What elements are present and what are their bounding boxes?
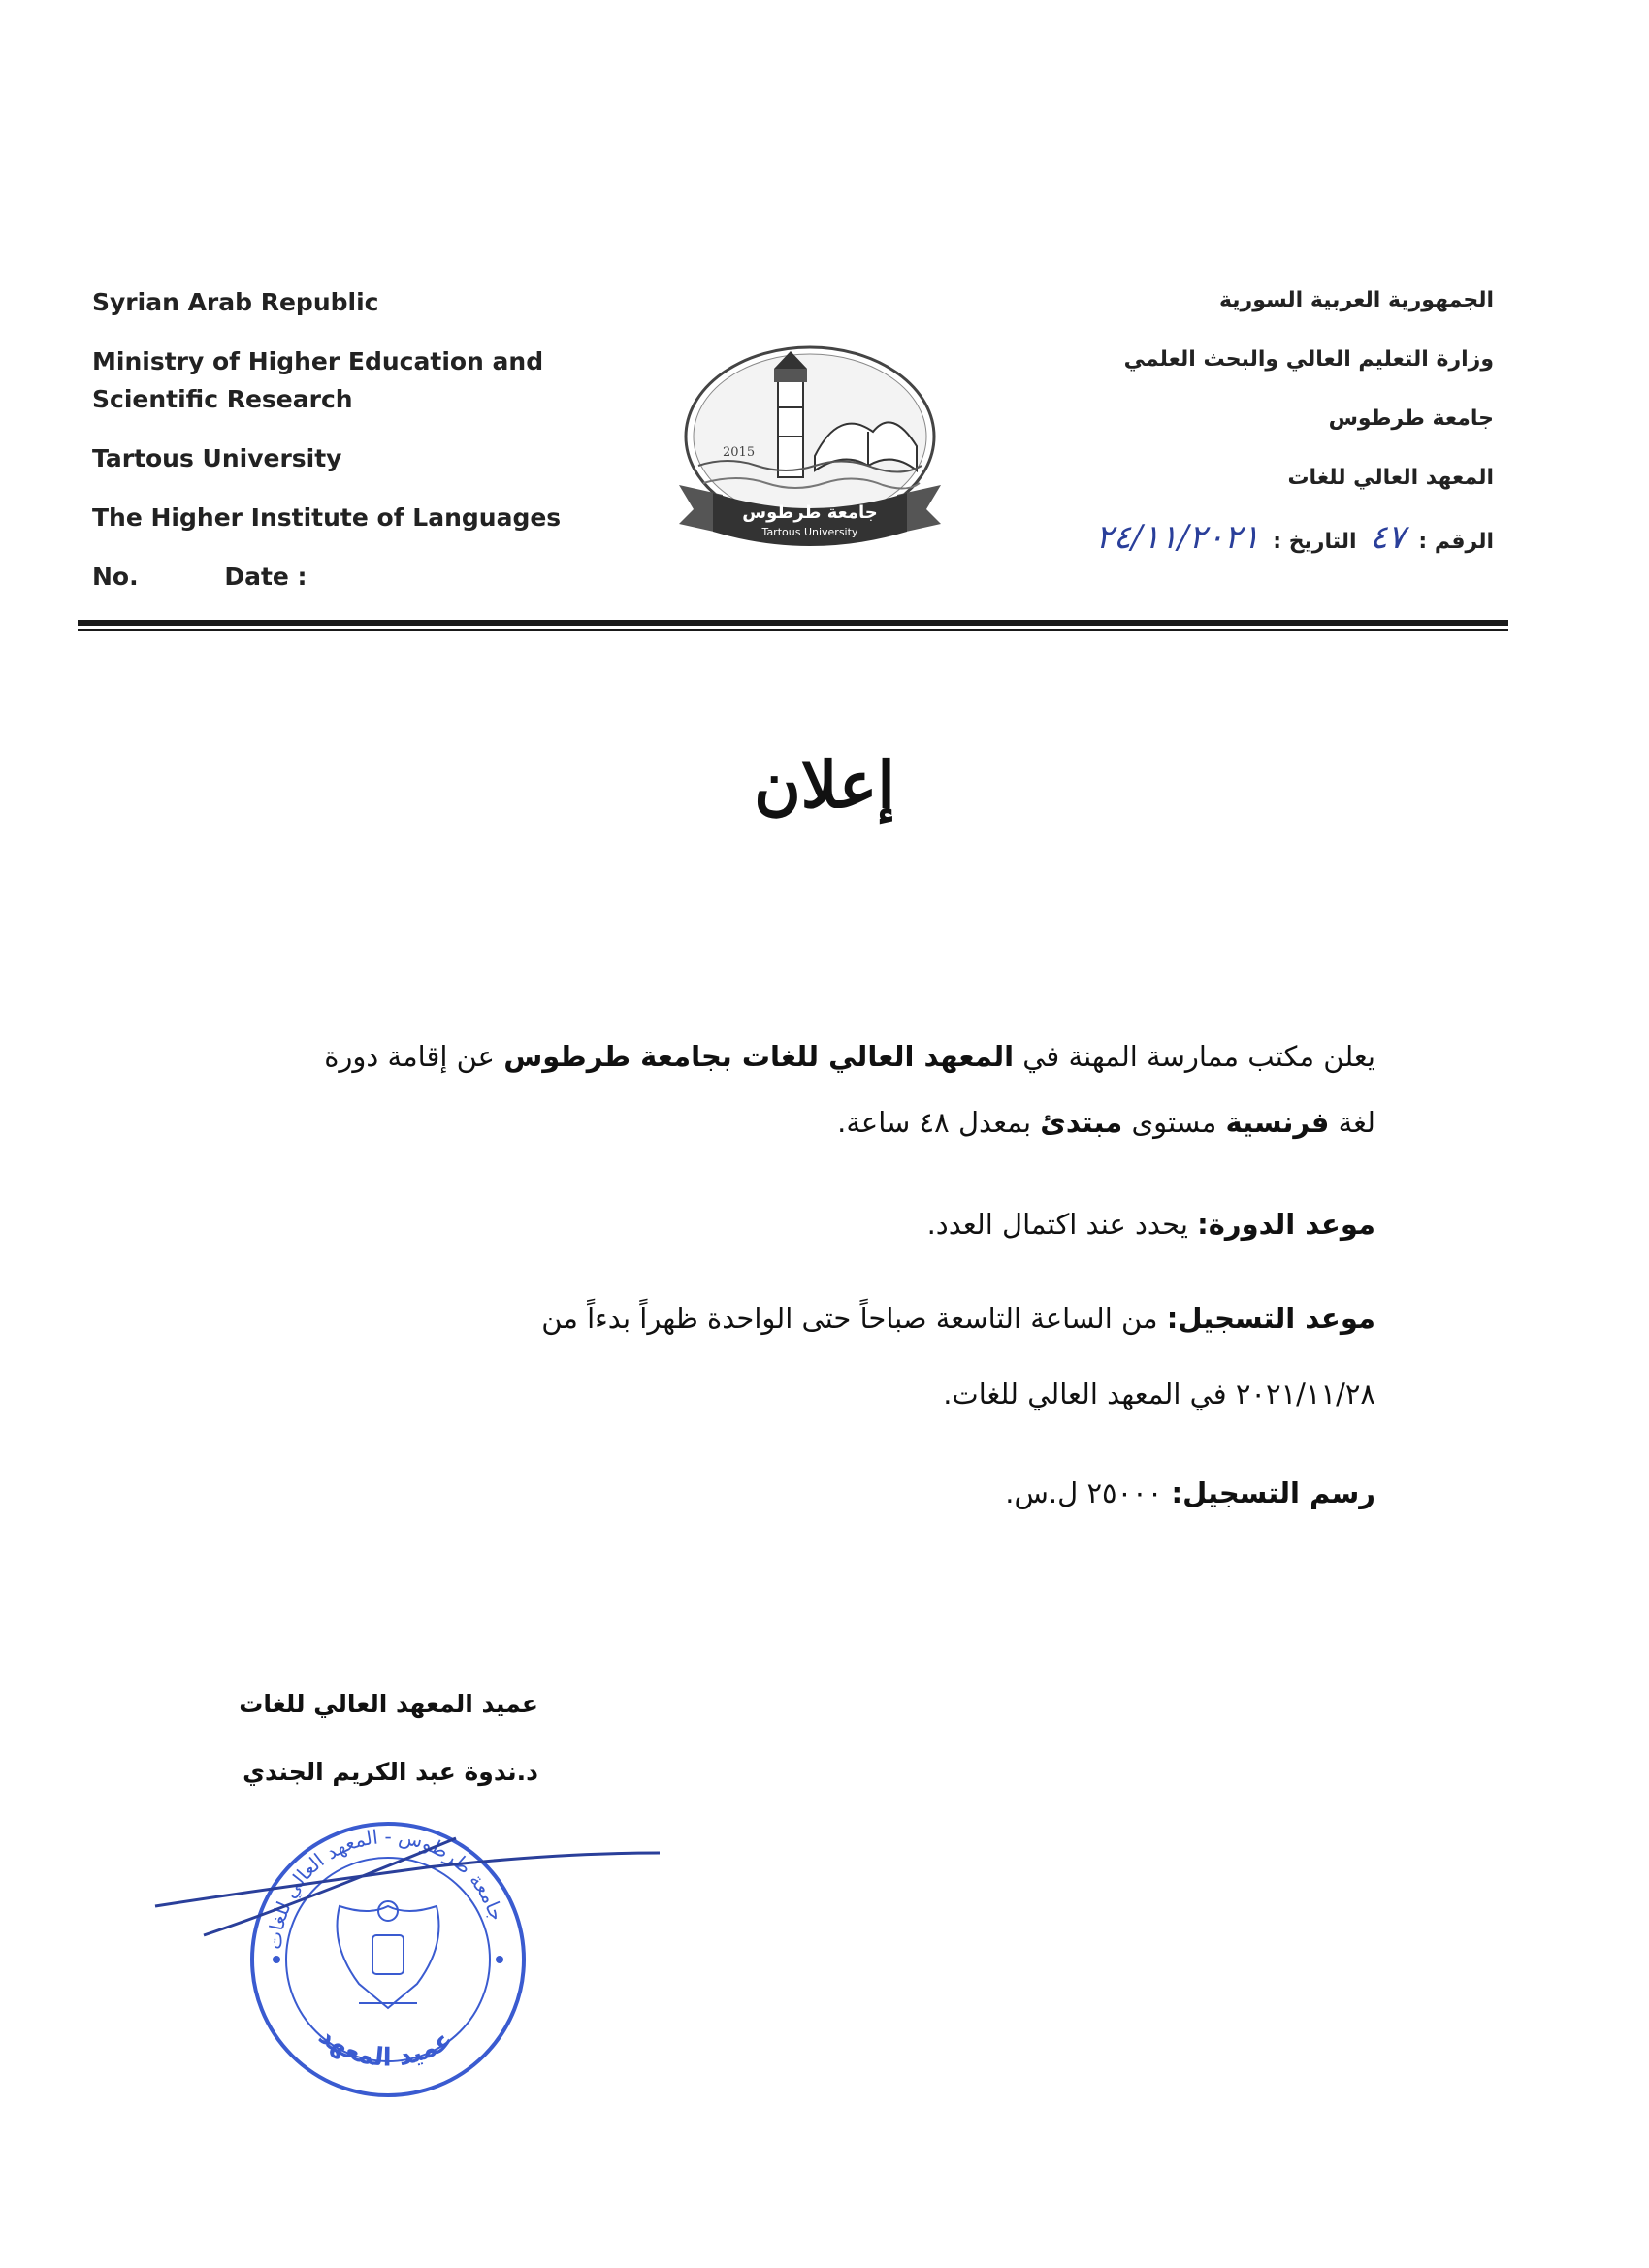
registration-line-2 bbox=[270, 1373, 1375, 1415]
signature-title: عميد المعهد العالي للغات bbox=[239, 1690, 538, 1718]
ar-date-value: ٢٤/١١/٢٠٢١ bbox=[1095, 518, 1260, 557]
p2-text-a: لغة bbox=[1338, 1106, 1375, 1139]
ar-institute: المعهد العالي للغات bbox=[1287, 466, 1494, 490]
official-stamp bbox=[136, 1799, 679, 2120]
body-paragraph-1 bbox=[270, 1035, 1375, 1078]
ar-date-label: التاريخ : bbox=[1273, 530, 1357, 554]
logo-name-en: Tartous University bbox=[761, 526, 858, 538]
p2-text-b: فرنسية bbox=[1225, 1106, 1330, 1139]
course-date-line bbox=[270, 1203, 1375, 1246]
en-institute: The Higher Institute of Languages bbox=[92, 503, 562, 532]
ar-ministry: وزارة التعليم العالي والبحث العلمي bbox=[1123, 347, 1494, 372]
en-number-date-row bbox=[92, 558, 635, 596]
fee-value: ٢٥٠٠٠ ل.س. bbox=[1005, 1476, 1163, 1509]
logo-year: 2015 bbox=[723, 445, 756, 460]
signature-name: د.ندوة عبد الكريم الجندي bbox=[242, 1758, 538, 1786]
course-date-label: موعد الدورة: bbox=[1197, 1208, 1375, 1241]
stamp-outer-text: جامعة طرطوس - المعهد العالي للغات bbox=[262, 1824, 509, 1951]
registration-label: موعد التسجيل: bbox=[1166, 1302, 1375, 1335]
eagle-emblem-icon bbox=[338, 1901, 439, 2008]
p2-text-e: بمعدل ٤٨ ساعة. bbox=[837, 1106, 1032, 1139]
p1-text-c: عن إقامة دورة bbox=[324, 1040, 495, 1073]
ar-number-label: الرقم : bbox=[1418, 530, 1494, 554]
p1-text-a: يعلن مكتب ممارسة المهنة في bbox=[1022, 1040, 1375, 1073]
ar-number-value: ٤٧ bbox=[1370, 518, 1406, 557]
ar-university: جامعة طرطوس bbox=[1328, 406, 1494, 431]
body-paragraph-2 bbox=[270, 1101, 1375, 1144]
page-title: إعلان bbox=[754, 747, 895, 823]
header-english bbox=[92, 283, 635, 617]
header-divider bbox=[78, 620, 1508, 626]
lighthouse-tower bbox=[778, 380, 803, 477]
ar-country: الجمهورية العربية السورية bbox=[1218, 288, 1494, 312]
registration-line-1 bbox=[270, 1297, 1375, 1340]
stamp-bottom-text: عميد المعهد bbox=[312, 2021, 459, 2073]
university-logo bbox=[669, 340, 951, 563]
logo-name-ar: جامعة طرطوس bbox=[742, 502, 878, 523]
en-date-label: Date : bbox=[224, 563, 307, 591]
p1-text-b: المعهد العالي للغات بجامعة طرطوس bbox=[503, 1040, 1015, 1073]
header-divider-thin bbox=[78, 629, 1508, 631]
header-arabic bbox=[989, 281, 1494, 577]
fee-line bbox=[270, 1472, 1375, 1514]
handwritten-signature-stroke bbox=[155, 1853, 660, 1906]
p2-text-d: مبتدئ bbox=[1040, 1106, 1123, 1139]
registration-value-1: من الساعة التاسعة صباحاً حتى الواحدة ظهراً بدءاً من bbox=[541, 1302, 1158, 1335]
ar-number-date-row bbox=[989, 518, 1494, 577]
course-date-value: يحدد عند اكتمال العدد. bbox=[926, 1208, 1188, 1241]
p2-text-c: مستوى bbox=[1131, 1106, 1217, 1139]
fee-label: رسم التسجيل: bbox=[1171, 1476, 1375, 1509]
registration-value-2: ٢٠٢١/١١/٢٨ في المعهد العالي للغات. bbox=[943, 1377, 1375, 1410]
en-no-label: No. bbox=[92, 563, 139, 591]
en-university: Tartous University bbox=[92, 444, 342, 472]
en-country: Syrian Arab Republic bbox=[92, 288, 379, 316]
en-ministry: Ministry of Higher Education and Scientific Research bbox=[92, 347, 544, 413]
